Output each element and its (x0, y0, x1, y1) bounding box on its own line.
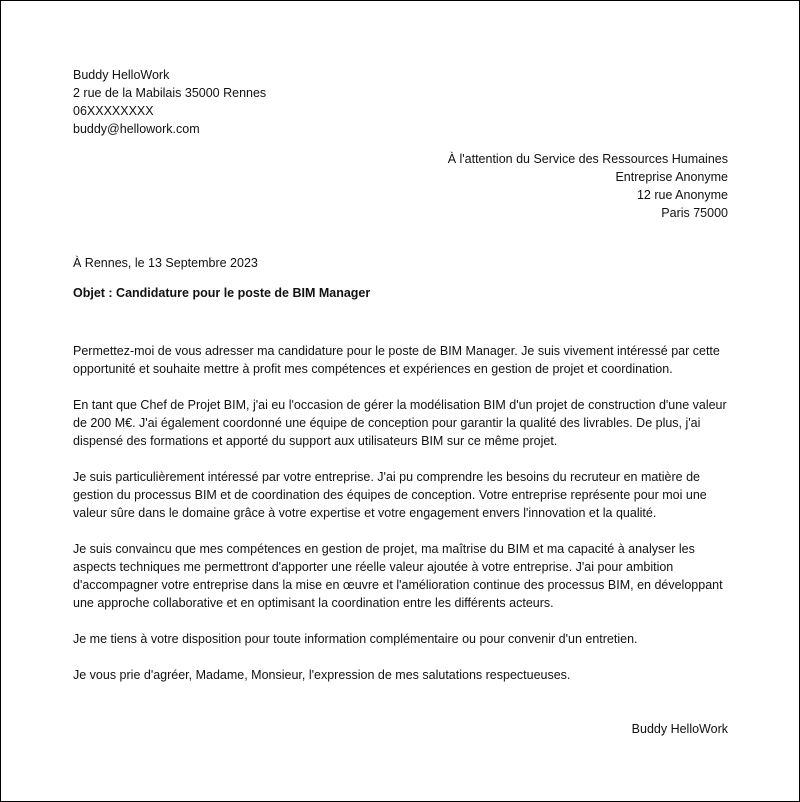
letter-body (73, 342, 733, 702)
body-paragraph: Je suis particulièrement intéressé par votre entreprise. J'ai pu comprendre les besoins du recruteur en matière de gestion du processus BIM et de coordination des équipes de conception. Votre entreprise représente pour moi une valeur sûre dans le domaine grâce à votre expertise et votre engagement envers l'innovation et la qualité. (73, 470, 707, 520)
subject-line: Objet : Candidature pour le poste de BIM Manager (73, 286, 371, 300)
recipient-city: Paris 75000 (661, 206, 728, 220)
body-paragraph: Je me tiens à votre disposition pour toute information complémentaire ou pour convenir d'un entretien. (73, 632, 638, 646)
sender-phone: 06XXXXXXXX (73, 104, 154, 118)
sender-email: buddy@hellowork.com (73, 122, 200, 136)
body-paragraph: Je suis convaincu que mes compétences en gestion de projet, ma maîtrise du BIM et ma capacité à analyser les aspects techniques me permettront d'apporter une réelle valeur ajoutée à votre entreprise. J'ai pour ambition d'accompagner votre entreprise dans la mise en œuvre et l'amélioration continue des processus BIM, en développant une approche collaborative et en optimisant la coordination entre les différents acteurs. (73, 542, 723, 610)
body-paragraph: Permettez-moi de vous adresser ma candidature pour le poste de BIM Manager. Je suis vivement intéressé par cette opportunité et souhaite mettre à profit mes compétences et expériences en gestion de projet et coordination. (73, 344, 720, 376)
body-paragraph: En tant que Chef de Projet BIM, j'ai eu l'occasion de gérer la modélisation BIM d'un projet de construction d'une valeur de 200 M€. J'ai également coordonné une équipe de conception pour garantir la qualité des livrables. De plus, j'ai dispensé des formations et apporté du support aux utilisateurs BIM sur ce même projet. (73, 398, 727, 448)
signature: Buddy HelloWork (631, 722, 728, 736)
sender-address: 2 rue de la Mabilais 35000 Rennes (73, 86, 267, 100)
recipient-company: Entreprise Anonyme (615, 170, 728, 184)
sender-block (73, 66, 266, 138)
body-paragraph: Je vous prie d'agréer, Madame, Monsieur, l'expression de mes salutations respectueuses. (73, 668, 571, 682)
recipient-block (448, 150, 728, 222)
recipient-attention: À l'attention du Service des Ressources Humaines (447, 152, 728, 166)
date-line: À Rennes, le 13 Septembre 2023 (73, 256, 258, 270)
recipient-street: 12 rue Anonyme (636, 188, 728, 202)
sender-name: Buddy HelloWork (73, 68, 170, 82)
